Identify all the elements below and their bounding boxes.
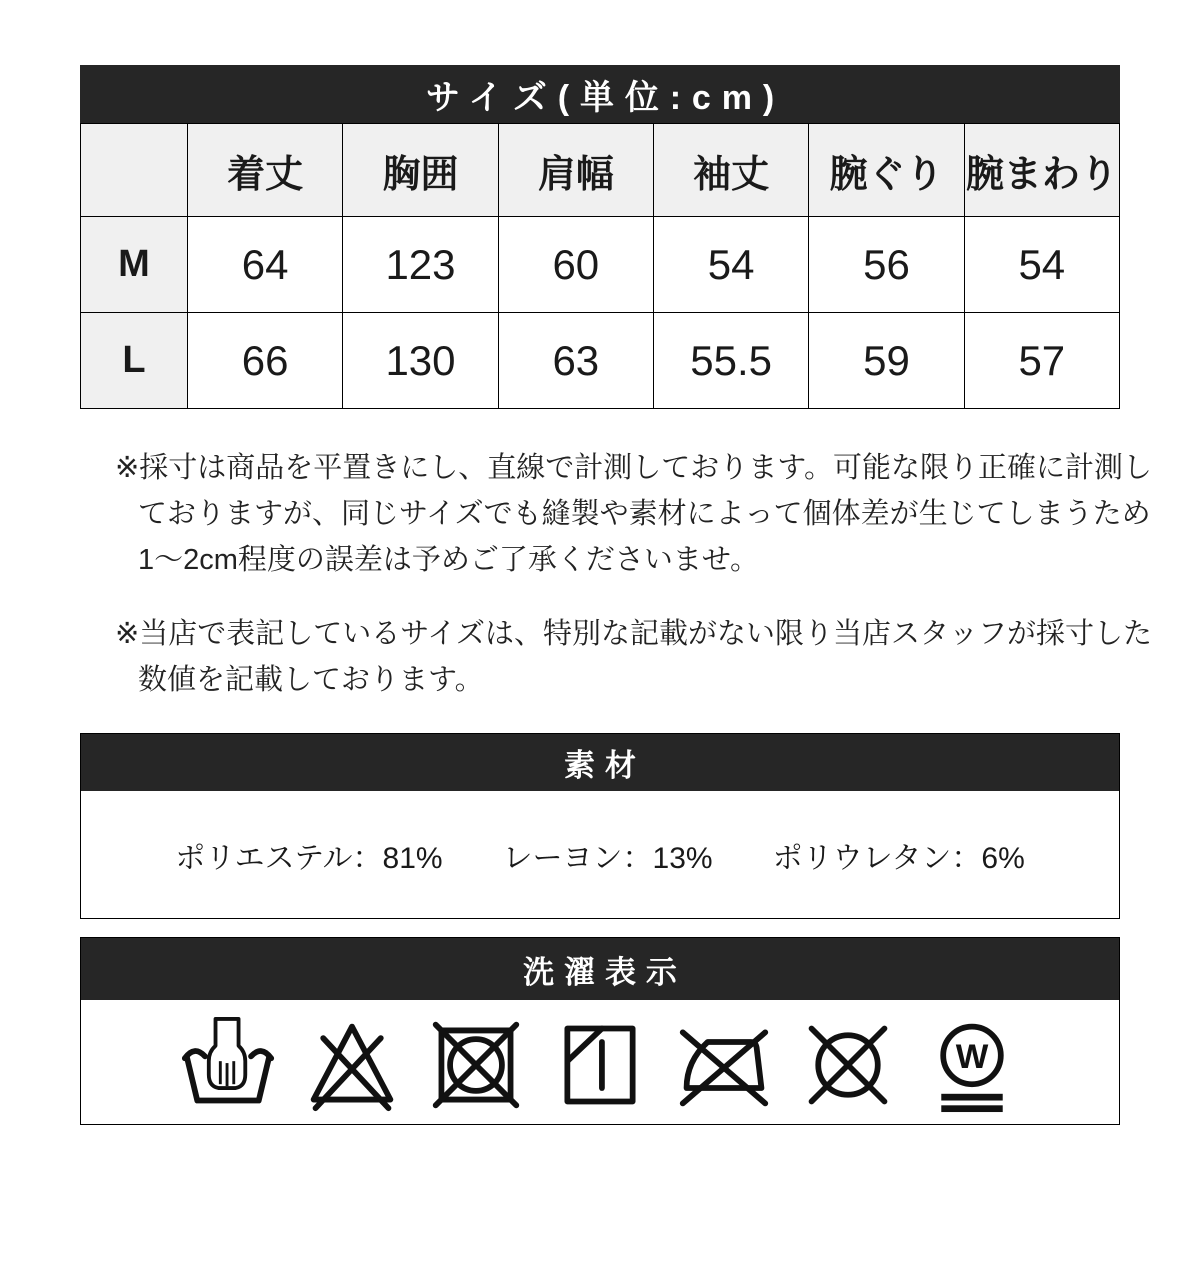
column-header-chest: 胸囲 (343, 124, 498, 217)
table-cell: 56 (809, 217, 964, 313)
table-cell: 63 (498, 313, 653, 409)
size-notation-note (115, 611, 1152, 703)
note-line: ※当店で表記しているサイズは、特別な記載がない限り当店スタッフが採寸した (115, 618, 1152, 650)
table-cell: 66 (188, 313, 343, 409)
laundry-symbols (81, 1000, 1119, 1124)
table-cell: 54 (964, 217, 1119, 313)
laundry-section (80, 937, 1120, 1125)
column-header-arm-circumference: 腕まわり (964, 124, 1119, 217)
table-cell: 55.5 (653, 313, 808, 409)
do-not-bleach-icon (304, 1017, 400, 1113)
note-line: 数値を記載しております。 (138, 664, 484, 696)
laundry-title: 洗濯表示 (81, 938, 1119, 1000)
note-line: 1〜2cm程度の誤差は予めご了承くださいませ。 (138, 544, 760, 576)
size-table-title: サイズ(単位:cm) (80, 65, 1120, 123)
table-row-l (81, 313, 1120, 409)
table-cell: 123 (343, 217, 498, 313)
table-cell: 57 (964, 313, 1119, 409)
corner-cell (81, 124, 188, 217)
row-label-l: L (81, 313, 188, 409)
table-cell: 64 (188, 217, 343, 313)
notes-section (115, 445, 1152, 703)
do-not-tumble-dry-icon (428, 1017, 524, 1113)
material-title: 素材 (81, 734, 1119, 791)
table-row-m (81, 217, 1120, 313)
do-not-iron-icon (676, 1017, 772, 1113)
material-composition: ポリエステル：81% レーヨン：13% ポリウレタン：6% (81, 791, 1119, 918)
gentle-wet-cleaning-icon (924, 1017, 1020, 1113)
wet-cleaning-letter: W (955, 1037, 989, 1076)
product-spec-page (80, 65, 1152, 1125)
size-table-section (80, 65, 1120, 409)
column-header-armhole: 腕ぐり (809, 124, 964, 217)
note-line: ※採寸は商品を平置きにし、直線で計測しております。可能な限り正確に計測し (115, 452, 1152, 484)
measurement-note (115, 445, 1152, 583)
table-cell: 130 (343, 313, 498, 409)
table-cell: 54 (653, 217, 808, 313)
do-not-dry-clean-icon (800, 1017, 896, 1113)
table-cell: 60 (498, 217, 653, 313)
line-dry-in-shade-icon (552, 1017, 648, 1113)
hand-wash-icon (180, 1017, 276, 1113)
size-table (80, 123, 1120, 409)
column-header-shoulder: 肩幅 (498, 124, 653, 217)
row-label-m: M (81, 217, 188, 313)
column-header-length: 着丈 (188, 124, 343, 217)
note-line: ておりますが、同じサイズでも縫製や素材によって個体差が生じてしまうため (138, 498, 1151, 530)
table-cell: 59 (809, 313, 964, 409)
table-header-row (81, 124, 1120, 217)
material-section (80, 733, 1120, 919)
column-header-sleeve: 袖丈 (653, 124, 808, 217)
